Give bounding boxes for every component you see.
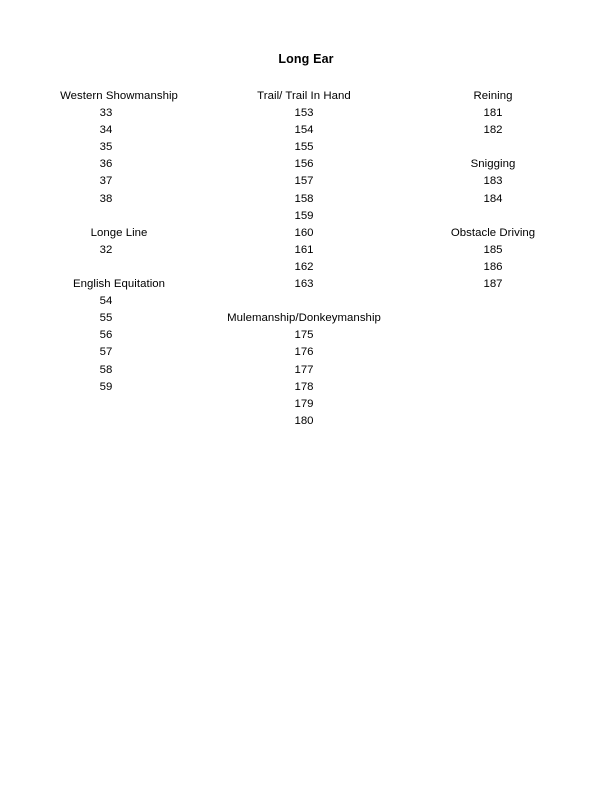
class-number: 181: [483, 107, 503, 120]
class-number: 159: [294, 209, 314, 222]
class-number: 161: [294, 243, 314, 256]
class-number: 179: [294, 397, 314, 410]
class-number: 58: [99, 363, 113, 376]
class-column-right: [400, 88, 588, 293]
class-list-columns: [0, 88, 612, 448]
class-number: 56: [99, 329, 113, 342]
page-title: Long Ear: [278, 52, 334, 66]
class-number: 176: [294, 346, 314, 359]
class-column-left: [24, 88, 214, 396]
class-number: 183: [483, 175, 503, 188]
class-number: 153: [294, 107, 314, 120]
class-number: 187: [483, 278, 503, 291]
class-number: 34: [99, 124, 113, 137]
class-number: 162: [294, 260, 314, 273]
class-section-heading: Obstacle Driving: [450, 226, 536, 239]
class-number: 157: [294, 175, 314, 188]
class-number: 184: [483, 192, 503, 205]
class-number: 35: [99, 141, 113, 154]
class-number: 55: [99, 312, 113, 325]
class-number: 163: [294, 278, 314, 291]
class-number: 154: [294, 124, 314, 137]
class-number: 180: [294, 414, 314, 427]
class-number: 178: [294, 380, 314, 393]
class-section-heading: English Equitation: [72, 278, 166, 291]
class-number: 36: [99, 158, 113, 171]
class-number: 32: [99, 243, 113, 256]
class-number: 186: [483, 260, 503, 273]
class-number: 160: [294, 226, 314, 239]
class-number: 155: [294, 141, 314, 154]
class-section-heading: Mulemanship/Donkeymanship: [227, 312, 381, 325]
class-section-heading: Western Showmanship: [60, 90, 178, 102]
class-number: 57: [99, 346, 113, 359]
class-number: 59: [99, 380, 113, 393]
class-number: 54: [99, 295, 113, 308]
class-number: 37: [99, 175, 113, 188]
class-number: 38: [99, 192, 113, 205]
class-number: 158: [294, 192, 314, 205]
class-number: 182: [483, 124, 503, 137]
class-section-heading: Longe Line: [90, 226, 148, 239]
class-column-middle: [214, 88, 394, 430]
class-section-heading: Reining: [473, 90, 513, 102]
class-section-heading: Snigging: [470, 158, 516, 171]
class-number: 33: [99, 107, 113, 120]
class-number: 177: [294, 363, 314, 376]
class-section-heading: Trail/ Trail In Hand: [257, 90, 351, 102]
class-number: 156: [294, 158, 314, 171]
class-number: 175: [294, 329, 314, 342]
class-number: 185: [483, 243, 503, 256]
